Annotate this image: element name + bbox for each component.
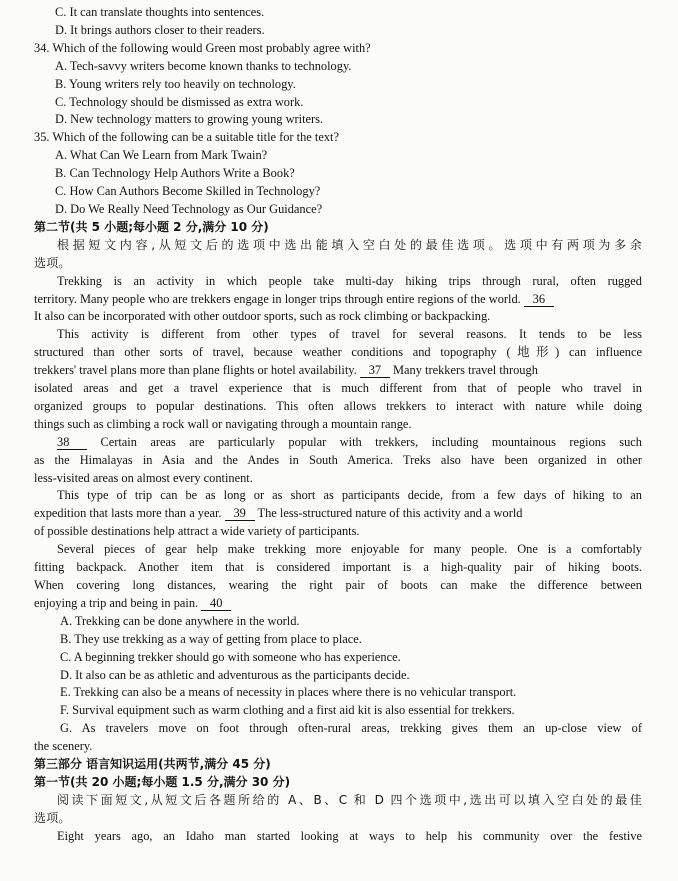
text-line	[34, 273, 642, 291]
text-line	[34, 470, 642, 488]
text-line	[34, 416, 642, 434]
text-line	[34, 810, 642, 828]
text-segment: 35. Which of the following can be a suitable title for the text?	[34, 130, 339, 145]
text-line	[34, 398, 642, 416]
option-line	[34, 631, 642, 649]
text-line	[34, 595, 642, 613]
text-segment: enjoying a trip and being in pain.	[34, 595, 199, 610]
text-segment: 第三部分 语言知识运用(共两节,满分 45 分)	[34, 757, 271, 772]
section-heading	[34, 756, 642, 774]
text-line	[34, 255, 642, 273]
text-segment: B. Can Technology Help Authors Write a Book?	[55, 166, 295, 181]
text-segment: Many trekkers travel through	[393, 363, 538, 378]
text-segment: structured than other sorts of travel, because weather conditions and topography (地形) can influence	[34, 345, 642, 360]
section-heading	[34, 219, 642, 237]
text-segment: D. Do We Really Need Technology as Our Guidance?	[55, 201, 323, 216]
option-line	[34, 702, 642, 720]
blank-number: 36	[524, 293, 554, 307]
text-segment: fitting backpack. Another item that is considered important is a high-quality pair of hiking boots.	[34, 560, 642, 575]
text-segment: B. They use trekking as a way of getting from place to place.	[60, 631, 362, 646]
text-segment: 第一节(共 20 小题;每小题 1.5 分,满分 30 分)	[34, 774, 291, 789]
text-segment: 第二节(共 5 小题;每小题 2 分,满分 10 分)	[34, 219, 269, 234]
text-segment: territory. Many people who are trekkers engage in longer trips through entire regions of the world.	[34, 291, 521, 306]
option-line	[34, 22, 642, 40]
option-line	[34, 720, 642, 738]
text-line	[34, 452, 642, 470]
text-line	[34, 523, 642, 541]
text-segment: The less-structured nature of this activity and a world	[257, 506, 523, 521]
text-segment: A. Tech-savvy writers become known thanks to technology.	[55, 58, 352, 73]
text-segment: B. Young writers rely too heavily on technology.	[55, 76, 296, 91]
text-segment: trekkers' travel plans more than plane flights or hotel availability.	[34, 363, 357, 378]
option-line	[34, 94, 642, 112]
option-line	[34, 613, 642, 631]
text-segment: 选项。	[34, 810, 71, 825]
text-line	[34, 308, 642, 326]
text-segment: as the Himalayas in Asia and the Andes in South America. Treks also have been organized in other	[34, 452, 642, 467]
text-line	[34, 380, 642, 398]
option-line	[34, 201, 642, 219]
option-line	[34, 649, 642, 667]
option-line	[34, 4, 642, 22]
text-line	[34, 487, 642, 505]
blank-number: 38	[57, 436, 87, 450]
blank-number: 40	[201, 597, 231, 611]
blank-number: 37	[360, 364, 390, 378]
text-column	[34, 4, 642, 846]
text-line	[34, 828, 642, 846]
text-segment: C. How Can Authors Become Skilled in Technology?	[55, 184, 321, 199]
text-segment: Trekking is an activity in which people take multi-day hiking trips through rural, often rugged	[57, 273, 642, 288]
text-segment: C. Technology should be dismissed as extra work.	[55, 94, 304, 109]
text-segment: organized groups to popular destinations. This often allows trekkers to interact with nature while doing	[34, 398, 642, 413]
text-segment: A. Trekking can be done anywhere in the world.	[60, 613, 300, 628]
text-segment: D. It brings authors closer to their readers.	[55, 22, 265, 37]
text-segment: D. It also can be as athletic and adventurous as the participants decide.	[60, 667, 410, 682]
option-line	[34, 58, 642, 76]
text-line	[34, 541, 642, 559]
option-line	[34, 684, 642, 702]
text-segment: things such as climbing a rock wall or navigating through a mountain range.	[34, 416, 412, 431]
text-line	[34, 434, 642, 452]
text-line	[34, 344, 642, 362]
option-line	[34, 111, 642, 129]
text-line	[34, 326, 642, 344]
text-segment: This activity is different from other types of travel for several reasons. It tends to be less	[57, 327, 642, 342]
text-line	[34, 505, 642, 523]
text-segment: This type of trip can be as long or as short as participants decide, from a few days of hiking to an	[57, 488, 642, 503]
text-line	[34, 40, 642, 58]
text-line	[34, 792, 642, 810]
text-segment: E. Trekking can also be a means of necessity in places where there is no vehicular transport.	[60, 685, 517, 700]
text-segment: less-visited areas on almost every continent.	[34, 470, 253, 485]
option-line	[34, 147, 642, 165]
option-line	[34, 183, 642, 201]
text-line	[34, 129, 642, 147]
text-line	[34, 291, 642, 309]
text-line	[34, 362, 642, 380]
option-line	[34, 76, 642, 94]
option-line	[34, 165, 642, 183]
text-segment: G. As travelers move on foot through often-rural areas, trekking gives them an up-close view of	[60, 721, 642, 736]
text-segment: 阅读下面短文,从短文后各题所给的 A、B、C 和 D 四个选项中,选出可以填入空白处的最佳	[57, 792, 642, 807]
text-segment: of possible destinations help attract a wide variety of participants.	[34, 524, 360, 539]
text-segment: F. Survival equipment such as warm clothing and a first aid kit is also essential for trekkers.	[60, 703, 515, 718]
text-segment: Several pieces of gear help make trekking more enjoyable for many people. One is a comfortably	[57, 542, 642, 557]
text-segment: Certain areas are particularly popular with trekkers, including mountainous regions such	[100, 434, 642, 449]
text-line	[34, 559, 642, 577]
text-segment: Eight years ago, an Idaho man started looking at ways to help his community over the festive	[57, 828, 642, 843]
text-segment: isolated areas and get a travel experience that is much different from that of people who travel in	[34, 381, 642, 396]
text-segment: C. A beginning trekker should go with someone who has experience.	[60, 649, 401, 664]
text-segment: A. What Can We Learn from Mark Twain?	[55, 148, 268, 163]
blank-number: 39	[225, 507, 255, 521]
text-segment: D. New technology matters to growing young writers.	[55, 112, 324, 127]
text-segment: When covering long distances, wearing the right pair of boots can make the difference between	[34, 578, 642, 592]
text-line	[34, 237, 642, 255]
text-segment: expedition that lasts more than a year.	[34, 506, 222, 521]
option-line	[34, 667, 642, 685]
section-heading	[34, 774, 642, 792]
text-segment: 选项。	[34, 255, 71, 270]
text-line	[34, 738, 642, 756]
text-segment: It also can be incorporated with other outdoor sports, such as rock climbing or backpacking.	[34, 309, 491, 324]
text-line	[34, 577, 642, 595]
text-segment: the scenery.	[34, 739, 93, 754]
text-segment: 根据短文内容,从短文后的选项中选出能填入空白处的最佳选项。选项中有两项为多余	[57, 237, 642, 252]
text-segment: C. It can translate thoughts into sentences.	[55, 5, 265, 19]
text-segment: 34. Which of the following would Green most probably agree with?	[34, 40, 371, 55]
